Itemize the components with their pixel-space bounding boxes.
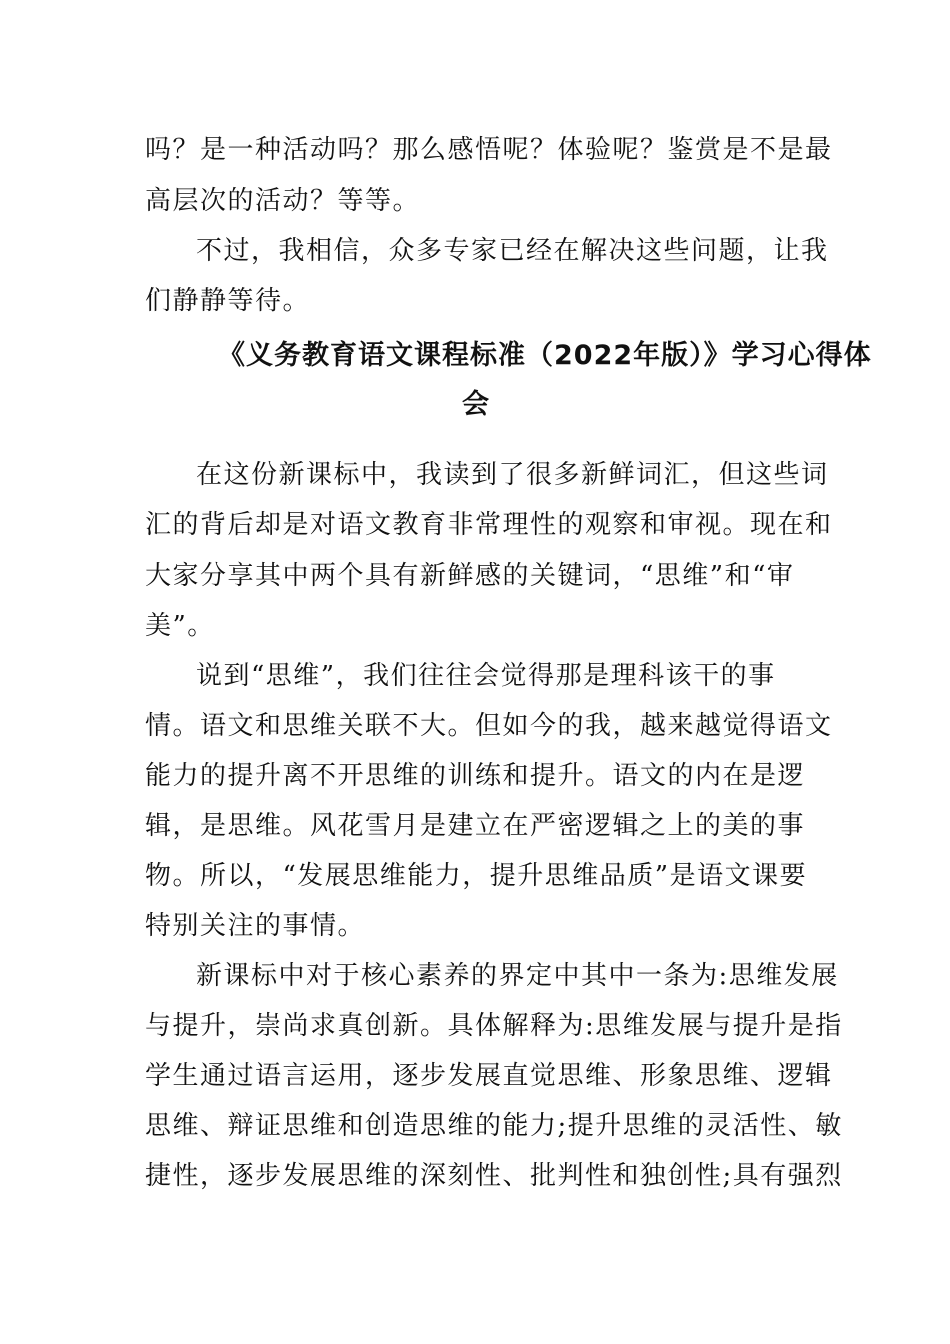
paragraph-1-line-2: 汇的背后却是对语文教育非常理性的观察和审视。现在和 — [145, 510, 833, 540]
article-title-line-1: 《义务教育语文课程标准（2022年版）》学习心得体 — [218, 340, 872, 371]
paragraph-2-line-6: 特别关注的事情。 — [145, 911, 366, 941]
paragraph-2-line-3: 能力的提升离不开思维的训练和提升。语文的内在是逻 — [145, 761, 806, 791]
paragraph-1-line-1: 在这份新课标中，我读到了很多新鲜词汇，但这些词 — [196, 460, 829, 490]
prev-text-line-2: 高层次的活动？等等。 — [145, 186, 421, 216]
paragraph-3-line-3: 学生通过语言运用，逐步发展直觉思维、形象思维、逻辑 — [145, 1061, 833, 1091]
paragraph-3-line-5: 捷性，逐步发展思维的深刻性、批判性和独创性;具有强烈 — [145, 1161, 843, 1191]
paragraph-2-line-1: 说到“思维”，我们往往会觉得那是理科该干的事 — [196, 661, 776, 691]
paragraph-2-line-2: 情。语文和思维关联不大。但如今的我，越来越觉得语文 — [145, 711, 833, 741]
paragraph-3-line-1: 新课标中对于核心素养的界定中其中一条为:思维发展 — [196, 961, 839, 991]
paragraph-1-line-3: 大家分享其中两个具有新鲜感的关键词，“思维”和“审 — [145, 561, 795, 591]
prev-text-line-4: 们静静等待。 — [145, 286, 311, 316]
paragraph-1-line-4: 美”。 — [145, 611, 215, 641]
paragraph-2-line-4: 辑，是思维。风花雪月是建立在严密逻辑之上的美的事 — [145, 811, 806, 841]
paragraph-2-line-5: 物。所以，“发展思维能力，提升思维品质”是语文课要 — [145, 861, 808, 891]
paragraph-3-line-2: 与提升，崇尚求真创新。具体解释为:思维发展与提升是指 — [145, 1011, 843, 1041]
prev-text-line-1: 吗？是一种活动吗？那么感悟呢？体验呢？鉴赏是不是最 — [145, 135, 833, 165]
article-title-line-2: 会 — [462, 389, 490, 420]
paragraph-3-line-4: 思维、辩证思维和创造思维的能力;提升思维的灵活性、敏 — [145, 1111, 843, 1141]
prev-text-line-3: 不过，我相信，众多专家已经在解决这些问题，让我 — [196, 236, 829, 266]
